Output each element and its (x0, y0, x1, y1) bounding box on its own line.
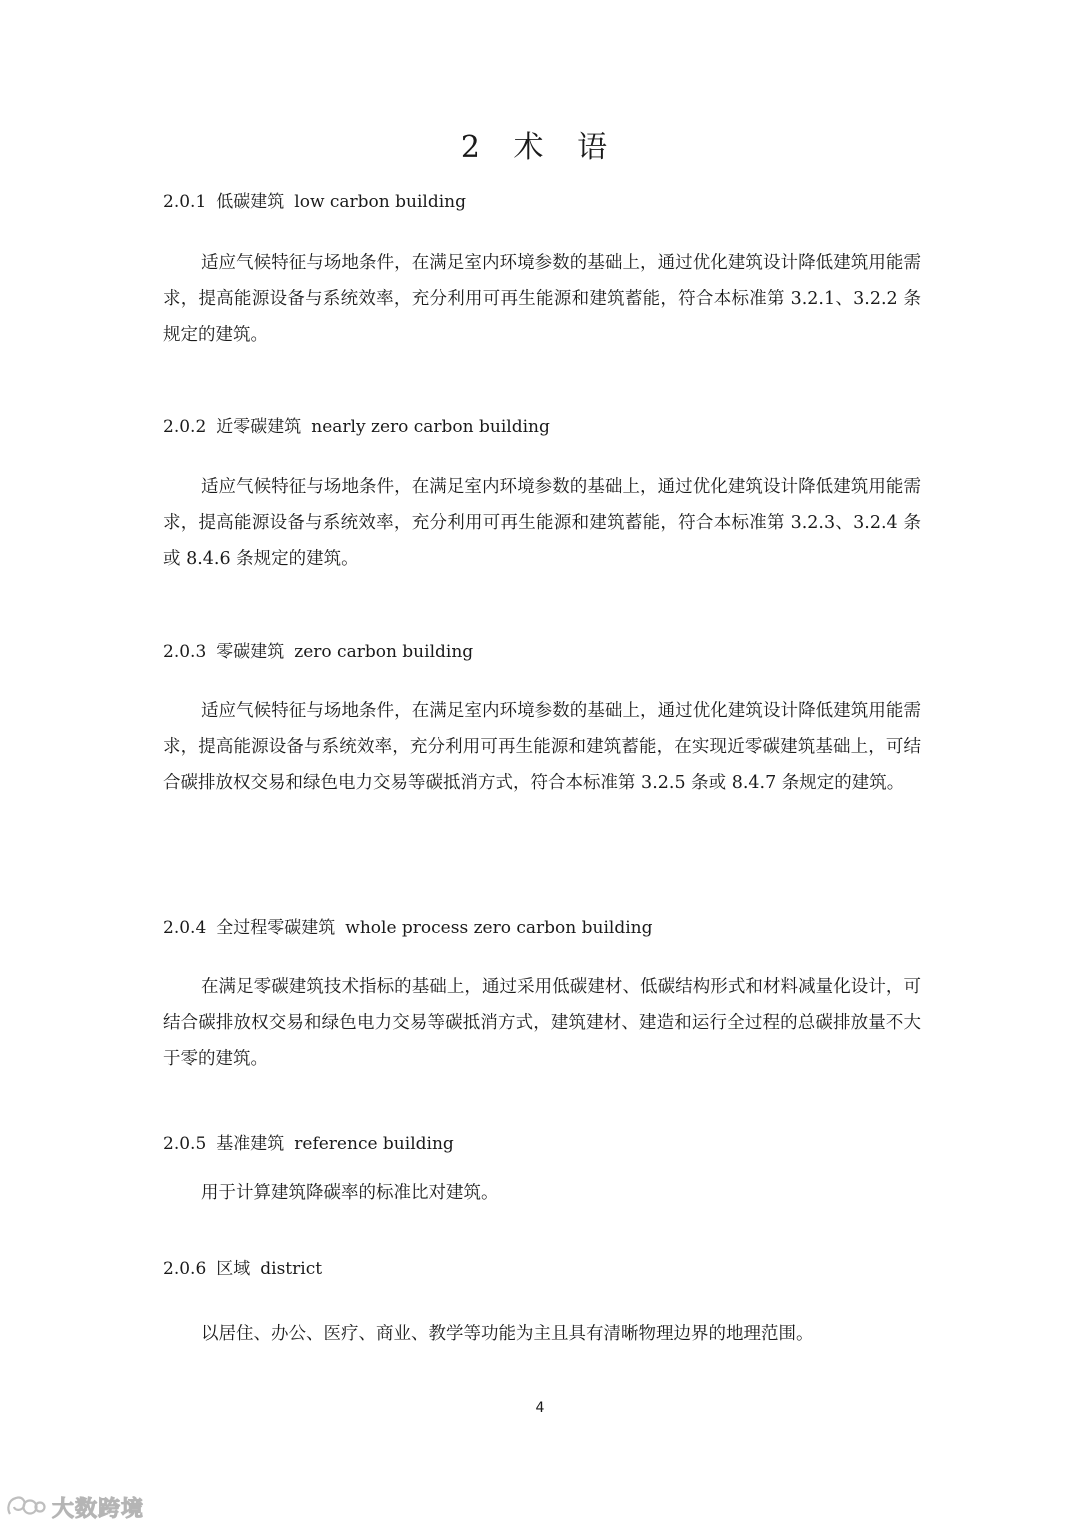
term-definition-2-0-6: 以居住、办公、医疗、商业、教学等功能为主且具有清晰物理边界的地理范围。 (201, 1324, 814, 1344)
term-definition-2-0-2: 适应气候特征与场地条件，在满足室内环境参数的基础上，通过优化建筑设计降低建筑用能需求，提高能源设备与系统效率，充分利用可再生能源和建筑蓄能，符合本标准第 3.2.3、3.2.4 条或 8.4.6 条规定的建筑。 (163, 477, 921, 569)
term-number: 2.0.3 (163, 642, 207, 662)
term-name-zh: 低碳建筑 (216, 192, 285, 212)
term-name-zh: 基准建筑 (216, 1134, 285, 1154)
page-title: 2 术 语 (460, 130, 620, 165)
watermark-text: 大数跨境 (52, 1496, 145, 1522)
term-number: 2.0.1 (163, 192, 207, 212)
talk-bubble-logo-icon (6, 1494, 46, 1520)
term-name-en: reference building (294, 1134, 454, 1154)
term-heading-2-0-5 (163, 1132, 923, 1156)
term-number: 2.0.4 (163, 918, 207, 938)
term-heading-2-0-3 (163, 640, 923, 664)
page-number: 4 (535, 1400, 545, 1416)
term-definition-2-0-5: 用于计算建筑降碳率的标准比对建筑。 (201, 1183, 499, 1203)
term-heading-2-0-1 (163, 190, 923, 214)
term-number: 2.0.6 (163, 1259, 207, 1279)
term-heading-2-0-6 (163, 1257, 923, 1281)
term-name-en: whole process zero carbon building (345, 918, 653, 938)
term-definition-2-0-4: 在满足零碳建筑技术指标的基础上，通过采用低碳建材、低碳结构形式和材料减量化设计，可结合碳排放权交易和绿色电力交易等碳抵消方式，建筑建材、建造和运行全过程的总碳排放量不大于零的建筑。 (163, 977, 921, 1069)
term-name-zh: 近零碳建筑 (216, 417, 302, 437)
term-definition-2-0-1: 适应气候特征与场地条件，在满足室内环境参数的基础上，通过优化建筑设计降低建筑用能需求，提高能源设备与系统效率，充分利用可再生能源和建筑蓄能，符合本标准第 3.2.1、3.2.2 条规定的建筑。 (163, 253, 921, 345)
term-name-zh: 全过程零碳建筑 (216, 918, 336, 938)
term-number: 2.0.5 (163, 1134, 207, 1154)
term-name-en: nearly zero carbon building (311, 417, 550, 437)
term-name-zh: 零碳建筑 (216, 642, 285, 662)
watermark (6, 1491, 144, 1523)
term-number: 2.0.2 (163, 417, 207, 437)
term-heading-2-0-2 (163, 415, 923, 439)
term-name-zh: 区域 (216, 1259, 251, 1279)
term-definition-2-0-3: 适应气候特征与场地条件，在满足室内环境参数的基础上，通过优化建筑设计降低建筑用能需求，提高能源设备与系统效率，充分利用可再生能源和建筑蓄能，在实现近零碳建筑基础上，可结合碳排放权交易和绿色电力交易等碳抵消方式，符合本标准第 3.2.5 条或 8.4.7 条规定的建筑。 (163, 701, 921, 793)
term-heading-2-0-4 (163, 916, 923, 940)
term-name-en: low carbon building (294, 192, 467, 212)
term-name-en: district (260, 1259, 323, 1279)
term-name-en: zero carbon building (294, 642, 474, 662)
